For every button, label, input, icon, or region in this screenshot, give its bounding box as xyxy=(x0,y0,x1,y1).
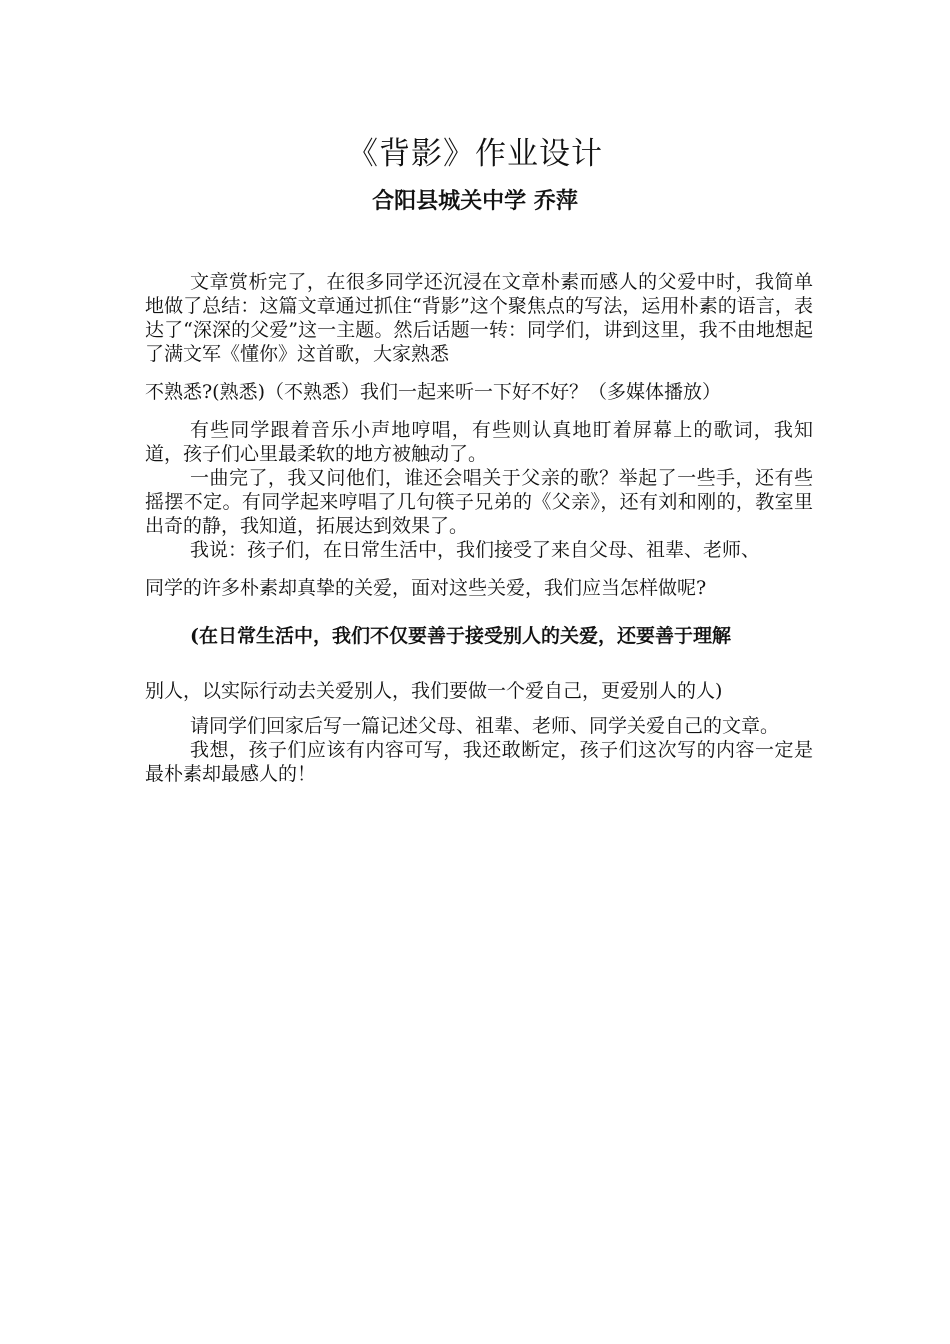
paragraph-teacher-says: 我说：孩子们，在日常生活中，我们接受了来自父母、祖辈、老师、 xyxy=(190,539,761,561)
document-author: 合阳县城关中学 乔萍 xyxy=(372,188,578,214)
document-body xyxy=(145,270,813,786)
paragraph-question: 不熟悉?(熟悉)（不熟悉）我们一起来听一下好不好？（多媒体播放） xyxy=(145,381,722,403)
paragraph-homework: 请同学们回家后写一篇记述父母、祖辈、老师、同学关爱自己的文章。 xyxy=(190,715,780,737)
paragraph-conclusion: 我想，孩子们应该有内容可写，我还敢断定，孩子们这次写的内容一定是最朴素却最感人的！ xyxy=(145,739,813,785)
paragraph-singing: 有些同学跟着音乐小声地哼唱，有些则认真地盯着屏幕上的歌词，我知道，孩子们心里最柔软的地方被触动了。 xyxy=(145,419,813,465)
paragraph-care-question: 同学的许多朴素却真挚的关爱，面对这些关爱，我们应当怎样做呢? xyxy=(145,577,707,599)
paragraph-answer-part2: 别人，以实际行动去关爱别人，我们要做一个爱自己，更爱别人的人) xyxy=(145,680,723,702)
paragraph-song-end: 一曲完了，我又问他们，谁还会唱关于父亲的歌？举起了一些手，还有些摇摆不定。有同学起来哼唱了几句筷子兄弟的《父亲》，还有刘和刚的，教室里出奇的静，我知道，拓展达到效果了。 xyxy=(145,467,813,537)
paragraph-answer-part1: (在日常生活中，我们不仅要善于接受别人的关爱，还要善于理解 xyxy=(190,625,731,647)
paragraph-summary: 文章赏析完了，在很多同学还沉浸在文章朴素而感人的父爱中时，我简单地做了总结：这篇文章通过抓住“背影”这个聚焦点的写法，运用朴素的语言，表达了“深深的父爱”这一主题。然后话题一转：同学们，讲到这里，我不由地想起了满文军《懂你》这首歌，大家熟悉 xyxy=(145,271,813,365)
document-title: 《背影》作业设计 xyxy=(347,136,603,172)
